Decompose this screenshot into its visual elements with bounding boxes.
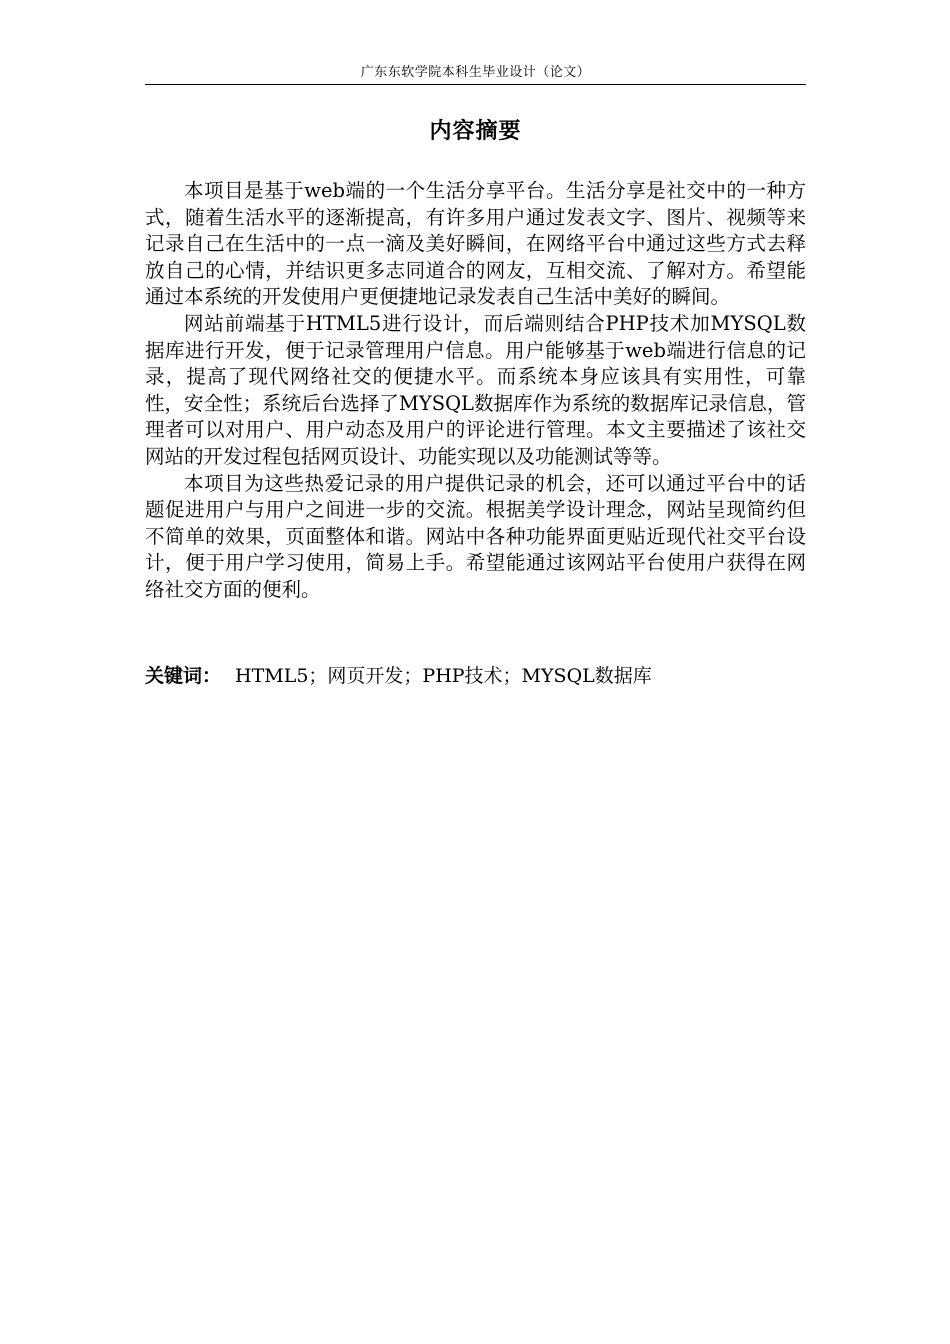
keywords-label: 关键词： (145, 665, 222, 687)
keywords-line (145, 662, 806, 690)
abstract-body (145, 178, 806, 604)
keywords-value: HTML5；网页开发；PHP技术；MYSQL数据库 (235, 665, 652, 687)
abstract-paragraph-3: 本项目为这些热爱记录的用户提供记录的机会，还可以通过平台中的话题促进用户与用户之间进一步的交流。根据美学设计理念，网站呈现简约但不简单的效果，页面整体和谐。网站中各种功能界面更贴近现代社交平台设计，便于用户学习使用，简易上手。希望能通过该网站平台使用户获得在网络社交方面的便利。 (145, 471, 806, 601)
abstract-title: 内容摘要 (429, 119, 522, 144)
abstract-paragraph-2: 网站前端基于HTML5进行设计，而后端则结合PHP技术加MYSQL数据库进行开发，便于记录管理用户信息。用户能够基于web端进行信息的记录，提高了现代网络社交的便捷水平。而系统本身应该具有实用性，可靠性，安全性；系统后台选择了MYSQL数据库作为系统的数据库记录信息，管理者可以对用户、用户动态及用户的评论进行管理。本文主要描述了该社交网站的开发过程包括网页设计、功能实现以及功能测试等等。 (145, 311, 806, 468)
running-header: 广东东软学院本科生毕业设计（论文） (145, 64, 806, 85)
abstract-paragraph-1: 本项目是基于web端的一个生活分享平台。生活分享是社交中的一种方式，随着生活水平的逐渐提高，有许多用户通过发表文字、图片、视频等来记录自己在生活中的一点一滴及美好瞬间，在网络平台中通过这些方式去释放自己的心情，并结识更多志同道合的网友，互相交流、了解对方。希望能通过本系统的开发使用户更便捷地记录发表自己生活中美好的瞬间。 (145, 179, 806, 309)
